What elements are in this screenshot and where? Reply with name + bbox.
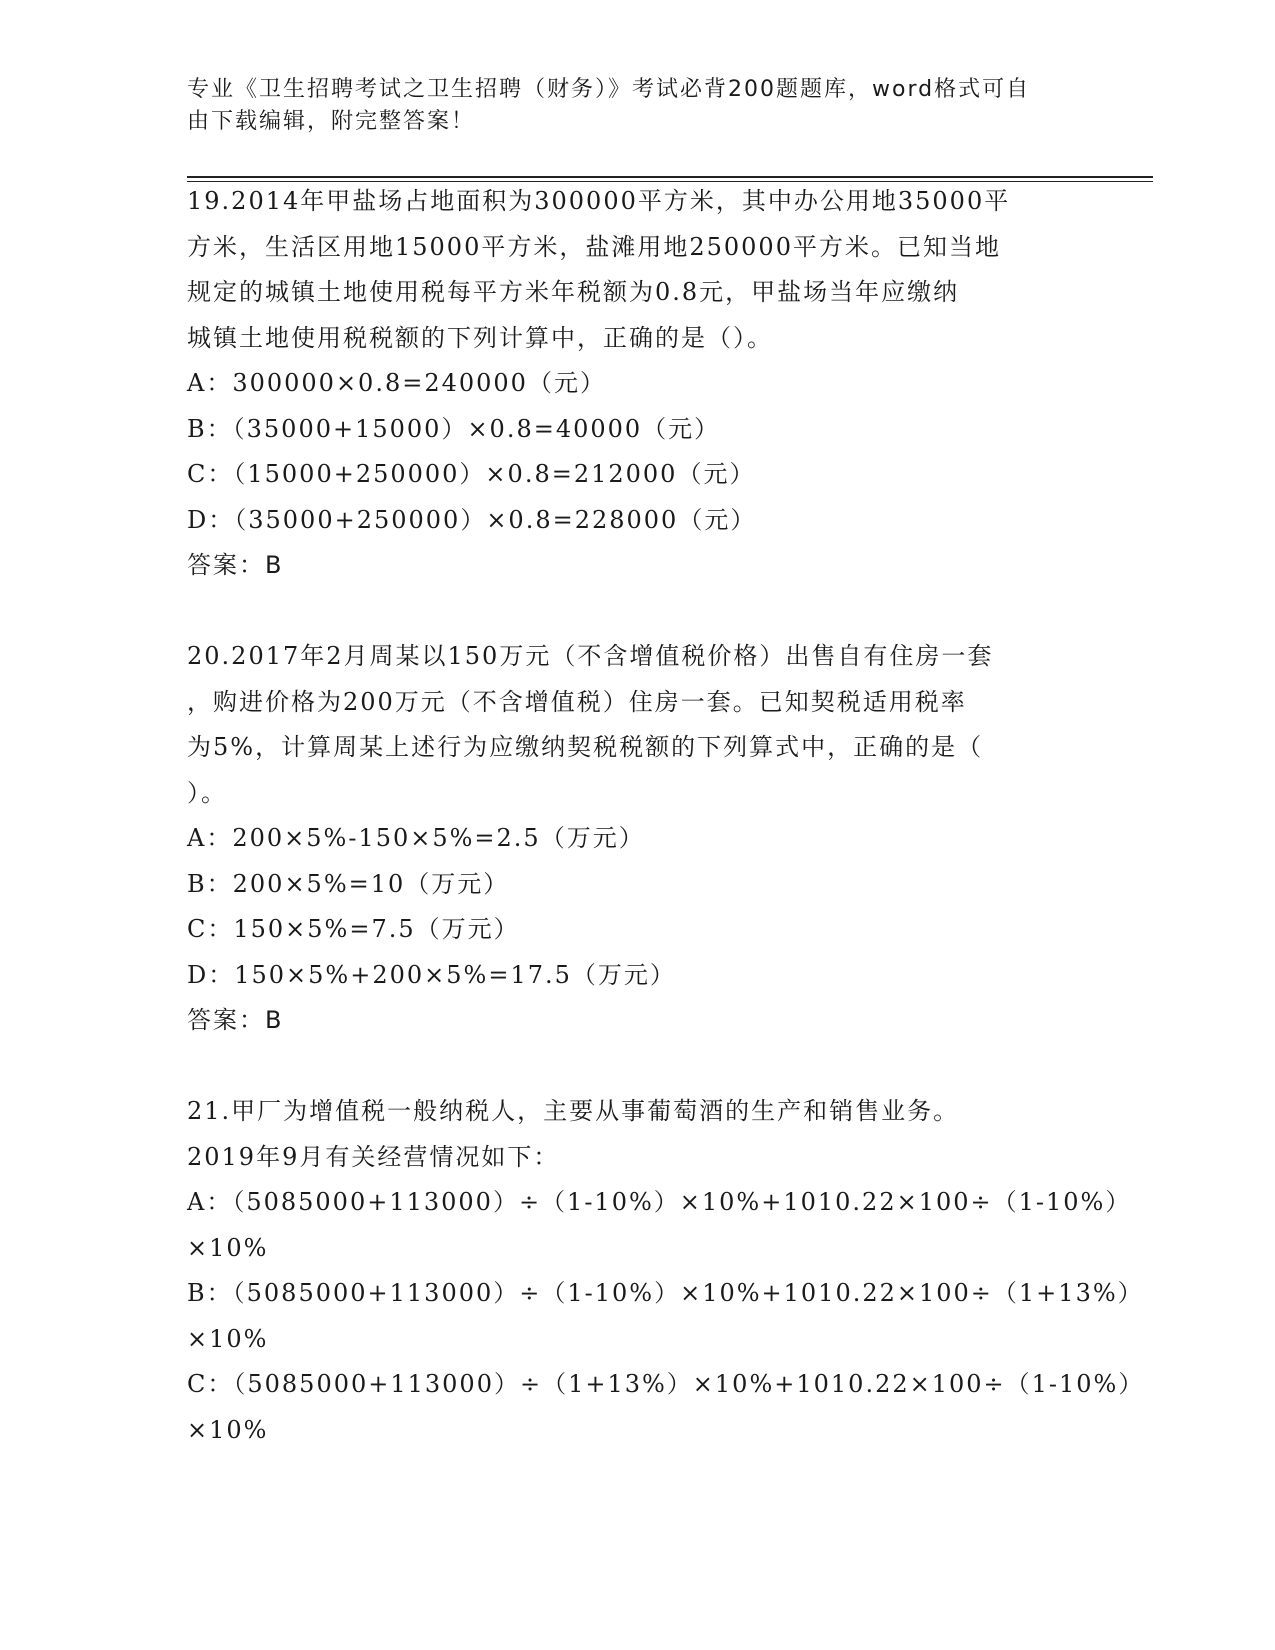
option-line: A：（5085000+113000）÷（1-10%）×10%+1010.22×100÷（1-10%）	[187, 1188, 1132, 1216]
question-spacer	[187, 589, 1087, 635]
question-19	[187, 179, 1087, 589]
document-header	[187, 74, 1067, 138]
option-line: A：300000×0.8=240000（元）	[187, 369, 606, 397]
option-line: ×10%	[187, 1415, 269, 1444]
option-line: B：（5085000+113000）÷（1-10%）×10%+1010.22×100÷（1+13%）	[187, 1279, 1144, 1307]
option-line: D：150×5%+200×5%=17.5（万元）	[187, 960, 676, 989]
header-rule-thick	[187, 176, 1153, 178]
header-line-2: 由下载编辑，附完整答案！	[187, 109, 476, 134]
question-stem-line: 规定的城镇土地使用税每平方米年税额为0.8元，甲盐场当年应缴纳	[187, 278, 960, 306]
answer-line: 答案：B	[187, 551, 284, 579]
question-stem-line: ，购进价格为200万元（不含增值税）住房一套。已知契税适用税率	[187, 687, 967, 716]
question-20	[187, 634, 1087, 1044]
option-line: C：（5085000+113000）÷（1+13%）×10%+1010.22×100÷（1-10%）	[187, 1370, 1145, 1398]
question-stem-line: 19.2014年甲盐场占地面积为300000平方米，其中办公用地35000平	[187, 187, 1011, 215]
option-line: ×10%	[187, 1324, 269, 1353]
answer-line: 答案：B	[187, 1006, 284, 1034]
option-line: D：（35000+250000）×0.8=228000（元）	[187, 505, 757, 534]
question-stem-line: ）。	[187, 778, 227, 807]
question-spacer	[187, 1044, 1087, 1090]
option-line: B：200×5%=10（万元）	[187, 869, 510, 898]
option-line: B：（35000+15000）×0.8=40000（元）	[187, 414, 721, 443]
option-line: C：（15000+250000）×0.8=212000（元）	[187, 460, 756, 488]
question-stem-line: 20.2017年2月周某以150万元（不含增值税价格）出售自有住房一套	[187, 642, 994, 670]
question-stem-line: 21.甲厂为增值税一般纳税人，主要从事葡萄酒的生产和销售业务。	[187, 1097, 960, 1125]
question-stem-line: 为5%，计算周某上述行为应缴纳契税税额的下列算式中，正确的是（	[187, 733, 984, 761]
option-line: ×10%	[187, 1233, 269, 1262]
option-line: A：200×5%-150×5%=2.5（万元）	[187, 824, 645, 852]
question-stem-line: 城镇土地使用税税额的下列计算中，正确的是（）。	[187, 323, 773, 352]
question-stem-line: 2019年9月有关经营情况如下：	[187, 1142, 560, 1171]
question-21	[187, 1089, 1145, 1453]
option-line: C：150×5%=7.5（万元）	[187, 915, 520, 943]
header-line-1: 专业《卫生招聘考试之卫生招聘（财务）》考试必背200题题库，word格式可自	[187, 77, 1031, 102]
question-stem-line: 方米，生活区用地15000平方米，盐滩用地250000平方米。已知当地	[187, 232, 1001, 261]
questions-container	[187, 179, 1145, 1453]
